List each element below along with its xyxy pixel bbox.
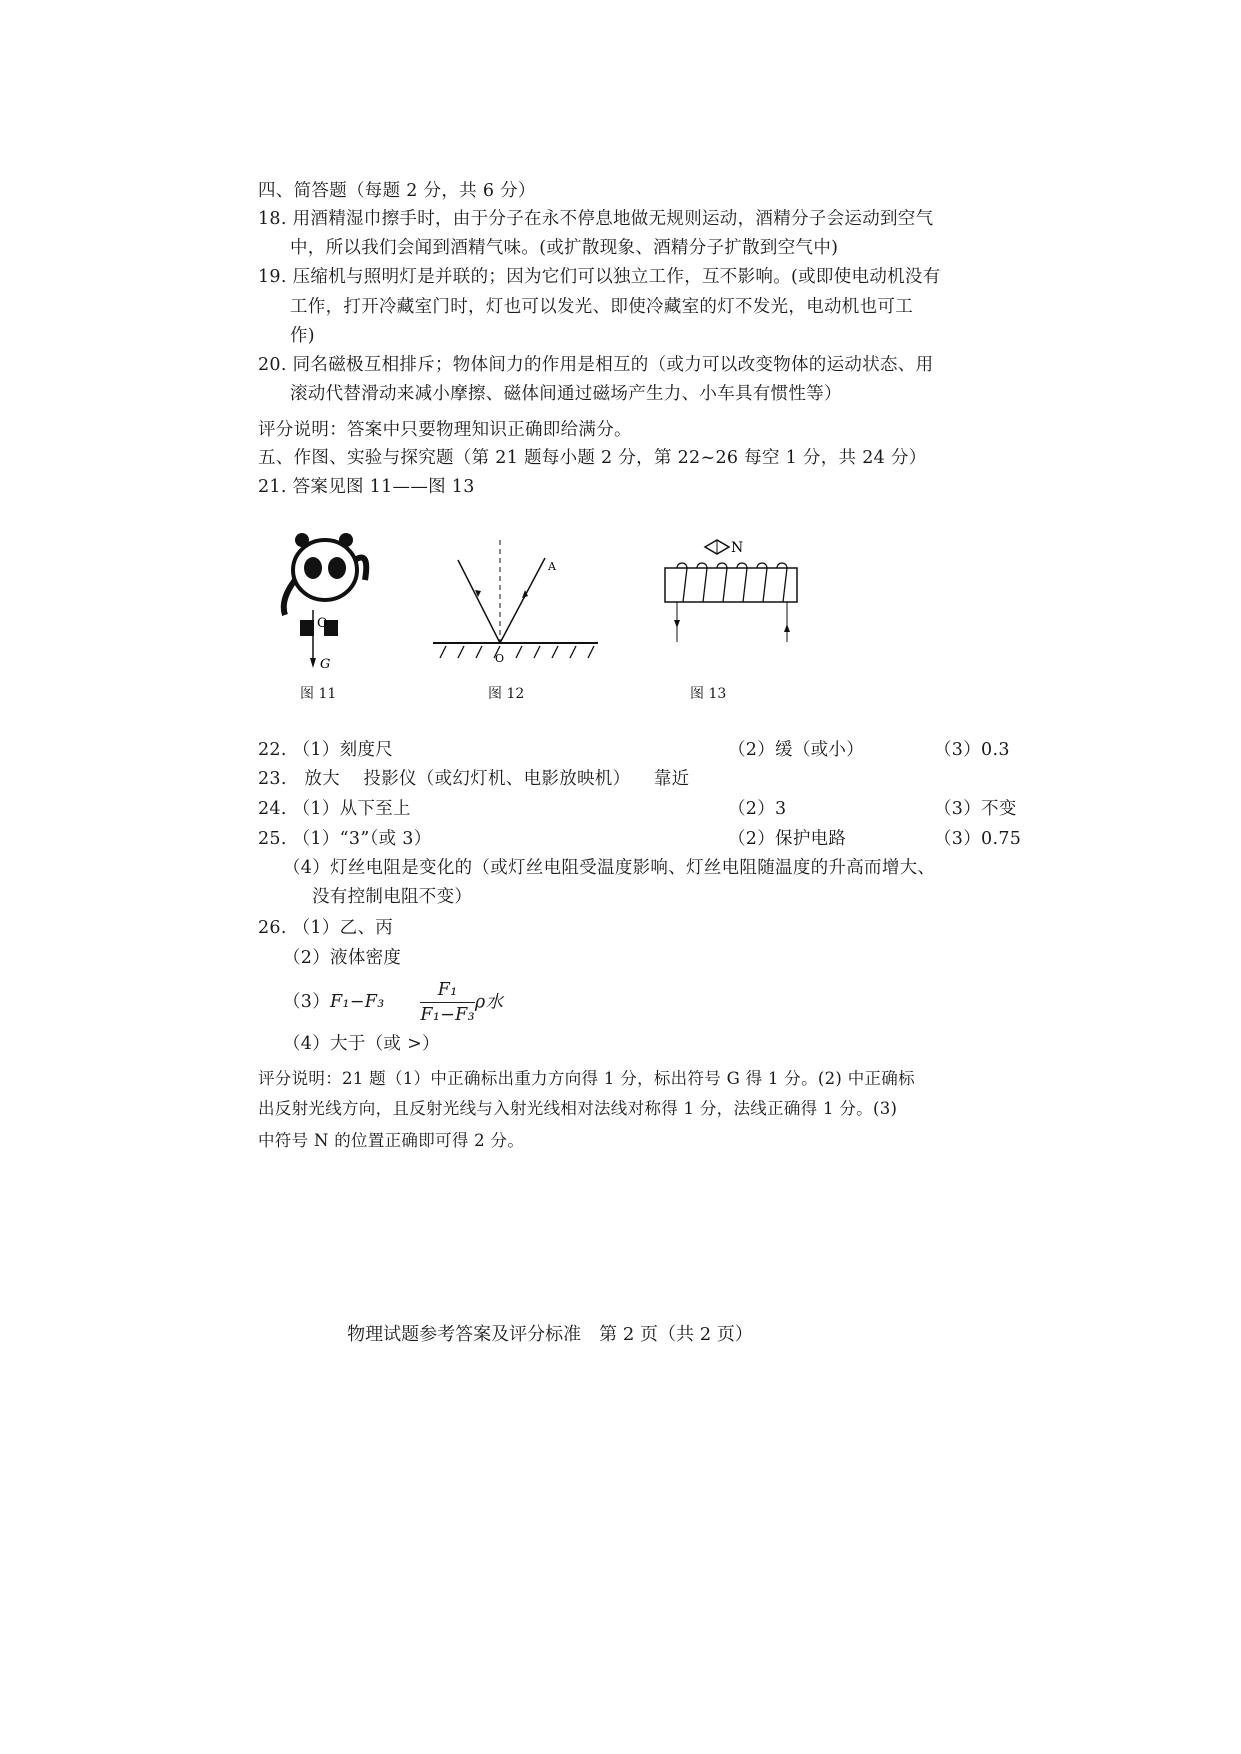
q20-line2: 滚动代替滑动来减小摩擦、磁体间通过磁场产生力、小车具有惯性等） xyxy=(290,384,842,404)
fraction-denominator: F₁−F₃ xyxy=(420,1005,475,1025)
q26-a2: （2）液体密度 xyxy=(283,948,402,968)
q25-a1: （1）“3”（或 3） xyxy=(292,829,432,849)
q26-a4: （4）大于（或 >） xyxy=(283,1034,440,1054)
q25-a2: （2）保护电路 xyxy=(728,829,847,849)
q20-line1: 20. 同名磁极互相排斥；物体间力的作用是相互的（或力可以改变物体的运动状态、用 xyxy=(258,355,934,375)
q26-a3-fraction xyxy=(420,978,474,1027)
q25-a3: （3）0.75 xyxy=(934,829,1022,849)
q23-a2: 投影仪（或幻灯机、电影放映机） xyxy=(363,769,631,789)
section4-heading: 四、简答题（每题 2 分，共 6 分） xyxy=(258,181,536,201)
q22-num: 22. xyxy=(258,740,287,760)
q22-a3: （3）0.3 xyxy=(934,740,1010,760)
section5-scoring-line3: 中符号 N 的位置正确即可得 2 分。 xyxy=(258,1131,525,1150)
section5-scoring-line2: 出反射光线方向，且反射光线与入射光线相对法线对称得 1 分，法线正确得 1 分。(3) xyxy=(258,1099,898,1118)
q22-row xyxy=(258,739,1010,761)
figure-12-caption: 图 12 xyxy=(488,686,525,702)
q26-a1: （1）乙、丙 xyxy=(292,918,394,938)
q19-line2: 工作，打开冷藏室门时，灯也可以发光、即使冷藏室的灯不发光，电动机也可工 xyxy=(290,297,913,317)
q26-num: 26. xyxy=(258,918,287,938)
q26-a3-label: （3） xyxy=(283,992,331,1012)
section5-heading: 五、作图、实验与探究题（第 21 题每小题 2 分，第 22~26 每空 1 分，共 24 分） xyxy=(258,448,927,468)
q24-a3: （3）不变 xyxy=(934,799,1017,819)
label-o: O xyxy=(317,616,328,631)
page-footer: 物理试题参考答案及评分标准 第 2 页（共 2 页） xyxy=(347,1324,753,1345)
q25-a4-line2: 没有控制电阻不变） xyxy=(312,887,473,907)
q19-line1: 19. 压缩机与照明灯是并联的；因为它们可以独立工作，互不影响。(或即使电动机没有 xyxy=(258,267,941,287)
q24-row xyxy=(258,798,1017,820)
q22-a2: （2）缓（或小） xyxy=(728,740,865,760)
figure-11-caption: 图 11 xyxy=(300,686,337,702)
label-n: N xyxy=(731,540,744,556)
figure-13-solenoid xyxy=(655,530,815,650)
figure-12-reflection xyxy=(430,540,605,670)
q18-line1: 18. 用酒精湿巾擦手时，由于分子在永不停息地做无规则运动，酒精分子会运动到空气 xyxy=(258,209,934,229)
q25-num: 25. xyxy=(258,829,287,849)
label-o: O xyxy=(495,652,505,665)
label-a: A xyxy=(548,560,556,573)
q24-a2: （2）3 xyxy=(728,799,787,819)
q22-a1: （1）刻度尺 xyxy=(292,740,394,760)
q25-row xyxy=(258,828,1022,850)
rho-water: ρ水 xyxy=(474,992,504,1013)
fraction-numerator: F₁ xyxy=(420,978,474,1003)
q26-a3-expr: F₁−F₃ xyxy=(330,992,385,1012)
q24-num: 24. xyxy=(258,799,287,819)
q23-a3: 靠近 xyxy=(653,769,690,789)
q18-line2: 中，所以我们会闻到酒精气味。(或扩散现象、酒精分子扩散到空气中) xyxy=(290,238,839,258)
label-g: G xyxy=(320,657,331,672)
q23-row xyxy=(258,768,689,790)
q21-text: 21. 答案见图 11——图 13 xyxy=(258,477,475,497)
q23-a1: 放大 xyxy=(304,769,340,789)
q19-line3: 作) xyxy=(290,326,315,346)
section4-scoring: 评分说明：答案中只要物理知识正确即给满分。 xyxy=(258,420,632,440)
q26-a3 xyxy=(283,978,503,1027)
q25-a4-line1: （4）灯丝电阻是变化的（或灯丝电阻受温度影响、灯丝电阻随温度的升高而增大、 xyxy=(283,858,936,878)
q23-num: 23. xyxy=(258,769,287,789)
figure-11-panda-gravity xyxy=(280,530,390,680)
section5-scoring-line1: 评分说明：21 题（1）中正确标出重力方向得 1 分，标出符号 G 得 1 分。(2) 中正确标 xyxy=(258,1069,915,1088)
q24-a1: （1）从下至上 xyxy=(292,799,411,819)
q26-row1 xyxy=(258,917,393,939)
figure-13-caption: 图 13 xyxy=(690,686,727,702)
